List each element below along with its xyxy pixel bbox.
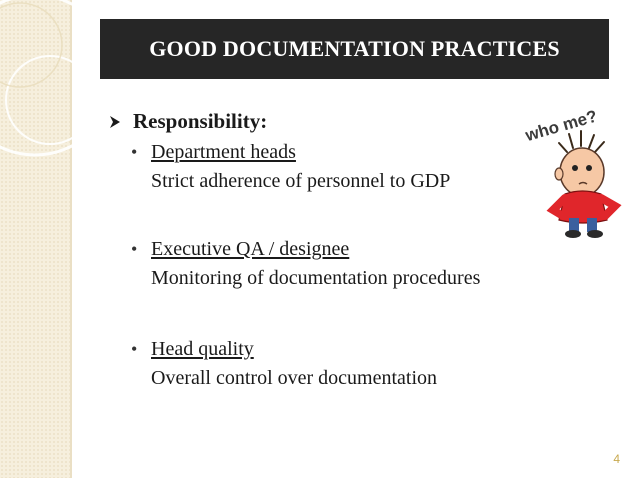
responsibility-item xyxy=(131,238,480,290)
title-bar xyxy=(100,19,609,79)
heading-text: Responsibility: xyxy=(133,109,268,133)
bullet-icon: • xyxy=(131,142,138,162)
arrow-bullet-icon xyxy=(108,115,122,129)
slide-title: GOOD DOCUMENTATION PRACTICES xyxy=(149,36,560,61)
item-description: Monitoring of documentation procedures xyxy=(151,267,481,289)
bullet-icon: • xyxy=(131,339,138,359)
item-label: Executive QA / designee xyxy=(151,238,350,260)
item-description: Overall control over documentation xyxy=(151,367,438,389)
cartoon-caption: who me? xyxy=(523,106,600,146)
who-me-cartoon xyxy=(515,90,625,240)
bullet-icon: • xyxy=(131,239,138,259)
item-label: Head quality xyxy=(151,338,254,360)
responsibility-item xyxy=(131,141,450,193)
item-label: Department heads xyxy=(151,141,296,163)
section-heading xyxy=(108,109,267,134)
page-number: 4 xyxy=(613,452,620,466)
responsibility-item xyxy=(131,338,437,390)
item-description: Strict adherence of personnel to GDP xyxy=(151,170,451,192)
